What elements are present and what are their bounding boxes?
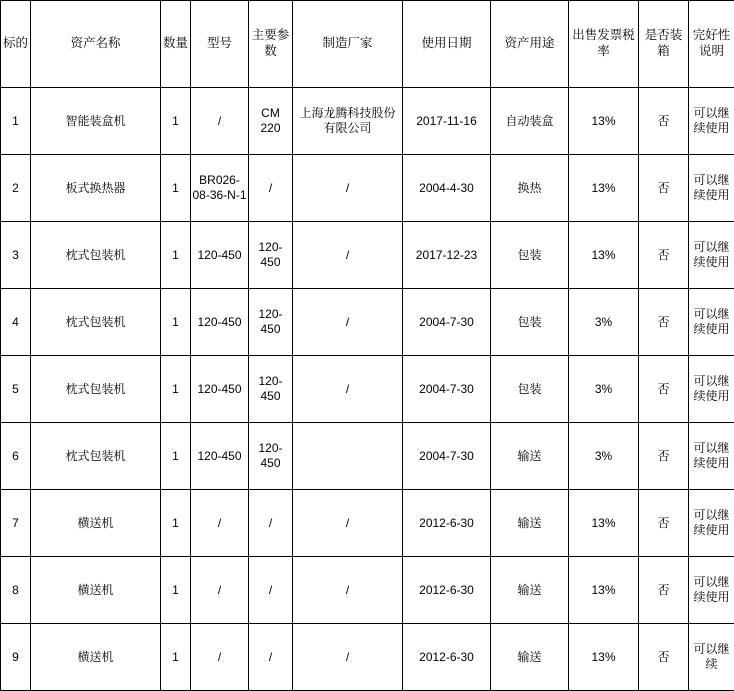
cell-condition: 可以继续使用	[689, 356, 734, 423]
cell-tax-rate: 13%	[569, 624, 639, 691]
cell-boxed: 否	[639, 423, 689, 490]
cell-parameter: /	[249, 624, 293, 691]
cell-quantity: 1	[161, 356, 191, 423]
column-header-condition: 完好性说明	[689, 1, 734, 88]
column-header-main-parameter: 主要参数	[249, 1, 293, 88]
cell-model: 120-450	[191, 222, 249, 289]
cell-parameter: /	[249, 557, 293, 624]
cell-condition: 可以继续使用	[689, 155, 734, 222]
cell-manufacturer: /	[293, 557, 403, 624]
table-row	[1, 356, 734, 423]
cell-boxed: 否	[639, 490, 689, 557]
cell-boxed: 否	[639, 624, 689, 691]
table-row	[1, 222, 734, 289]
cell-condition: 可以继续	[689, 624, 734, 691]
cell-asset-name: 横送机	[31, 557, 161, 624]
cell-model: /	[191, 88, 249, 155]
cell-quantity: 1	[161, 222, 191, 289]
cell-usage: 换热	[491, 155, 569, 222]
cell-tax-rate: 3%	[569, 356, 639, 423]
cell-index: 7	[1, 490, 31, 557]
cell-usage: 自动装盒	[491, 88, 569, 155]
cell-manufacturer: /	[293, 289, 403, 356]
cell-tax-rate: 13%	[569, 490, 639, 557]
column-header-index: 标的	[1, 1, 31, 88]
column-header-boxed: 是否装箱	[639, 1, 689, 88]
cell-manufacturer: /	[293, 155, 403, 222]
cell-usage: 包装	[491, 222, 569, 289]
cell-usage: 输送	[491, 557, 569, 624]
table-body	[1, 88, 734, 691]
cell-parameter: /	[249, 490, 293, 557]
cell-parameter: 120-450	[249, 289, 293, 356]
cell-index: 1	[1, 88, 31, 155]
cell-model: 120-450	[191, 289, 249, 356]
cell-tax-rate: 3%	[569, 423, 639, 490]
table-row	[1, 88, 734, 155]
cell-quantity: 1	[161, 88, 191, 155]
cell-usage: 包装	[491, 289, 569, 356]
cell-quantity: 1	[161, 557, 191, 624]
table-row	[1, 289, 734, 356]
cell-boxed: 否	[639, 557, 689, 624]
cell-boxed: 否	[639, 289, 689, 356]
cell-asset-name: 横送机	[31, 624, 161, 691]
cell-boxed: 否	[639, 356, 689, 423]
cell-manufacturer	[293, 423, 403, 490]
column-header-model: 型号	[191, 1, 249, 88]
cell-model: /	[191, 624, 249, 691]
cell-index: 5	[1, 356, 31, 423]
cell-index: 3	[1, 222, 31, 289]
table-header-row	[1, 1, 734, 88]
cell-tax-rate: 13%	[569, 88, 639, 155]
cell-index: 9	[1, 624, 31, 691]
cell-usage: 输送	[491, 624, 569, 691]
cell-condition: 可以继续使用	[689, 222, 734, 289]
cell-asset-name: 板式换热器	[31, 155, 161, 222]
cell-use-date: 2017-12-23	[403, 222, 491, 289]
cell-manufacturer: 上海龙腾科技股份有限公司	[293, 88, 403, 155]
column-header-use-date: 使用日期	[403, 1, 491, 88]
cell-parameter: 120-450	[249, 222, 293, 289]
cell-manufacturer: /	[293, 356, 403, 423]
cell-manufacturer: /	[293, 222, 403, 289]
cell-condition: 可以继续使用	[689, 88, 734, 155]
cell-use-date: 2012-6-30	[403, 490, 491, 557]
cell-model: BR026-08-36-N-1	[191, 155, 249, 222]
table-row	[1, 557, 734, 624]
cell-tax-rate: 13%	[569, 557, 639, 624]
cell-parameter: /	[249, 155, 293, 222]
cell-asset-name: 枕式包装机	[31, 222, 161, 289]
cell-quantity: 1	[161, 624, 191, 691]
cell-use-date: 2004-7-30	[403, 356, 491, 423]
table-row	[1, 155, 734, 222]
column-header-tax-rate: 出售发票税率	[569, 1, 639, 88]
cell-usage: 包装	[491, 356, 569, 423]
cell-condition: 可以继续使用	[689, 557, 734, 624]
column-header-asset-name: 资产名称	[31, 1, 161, 88]
table-row	[1, 423, 734, 490]
table-row	[1, 490, 734, 557]
cell-index: 4	[1, 289, 31, 356]
column-header-manufacturer: 制造厂家	[293, 1, 403, 88]
cell-quantity: 1	[161, 155, 191, 222]
column-header-asset-usage: 资产用途	[491, 1, 569, 88]
cell-parameter: 120-450	[249, 356, 293, 423]
cell-model: 120-450	[191, 423, 249, 490]
cell-asset-name: 智能装盒机	[31, 88, 161, 155]
column-header-quantity: 数量	[161, 1, 191, 88]
cell-tax-rate: 13%	[569, 222, 639, 289]
cell-condition: 可以继续使用	[689, 289, 734, 356]
cell-condition: 可以继续使用	[689, 423, 734, 490]
cell-boxed: 否	[639, 155, 689, 222]
cell-parameter: CM 220	[249, 88, 293, 155]
cell-usage: 输送	[491, 490, 569, 557]
cell-condition: 可以继续使用	[689, 490, 734, 557]
cell-model: 120-450	[191, 356, 249, 423]
cell-quantity: 1	[161, 490, 191, 557]
cell-manufacturer: /	[293, 490, 403, 557]
cell-tax-rate: 3%	[569, 289, 639, 356]
cell-model: /	[191, 490, 249, 557]
table-row	[1, 624, 734, 691]
cell-use-date: 2004-7-30	[403, 423, 491, 490]
cell-index: 8	[1, 557, 31, 624]
cell-quantity: 1	[161, 289, 191, 356]
cell-tax-rate: 13%	[569, 155, 639, 222]
cell-index: 6	[1, 423, 31, 490]
cell-use-date: 2012-6-30	[403, 624, 491, 691]
cell-use-date: 2004-4-30	[403, 155, 491, 222]
cell-boxed: 否	[639, 222, 689, 289]
cell-quantity: 1	[161, 423, 191, 490]
cell-use-date: 2012-6-30	[403, 557, 491, 624]
cell-use-date: 2004-7-30	[403, 289, 491, 356]
cell-model: /	[191, 557, 249, 624]
cell-use-date: 2017-11-16	[403, 88, 491, 155]
cell-boxed: 否	[639, 88, 689, 155]
cell-manufacturer: /	[293, 624, 403, 691]
cell-asset-name: 枕式包装机	[31, 356, 161, 423]
cell-parameter: 120-450	[249, 423, 293, 490]
cell-asset-name: 横送机	[31, 490, 161, 557]
cell-usage: 输送	[491, 423, 569, 490]
cell-index: 2	[1, 155, 31, 222]
cell-asset-name: 枕式包装机	[31, 289, 161, 356]
cell-asset-name: 枕式包装机	[31, 423, 161, 490]
